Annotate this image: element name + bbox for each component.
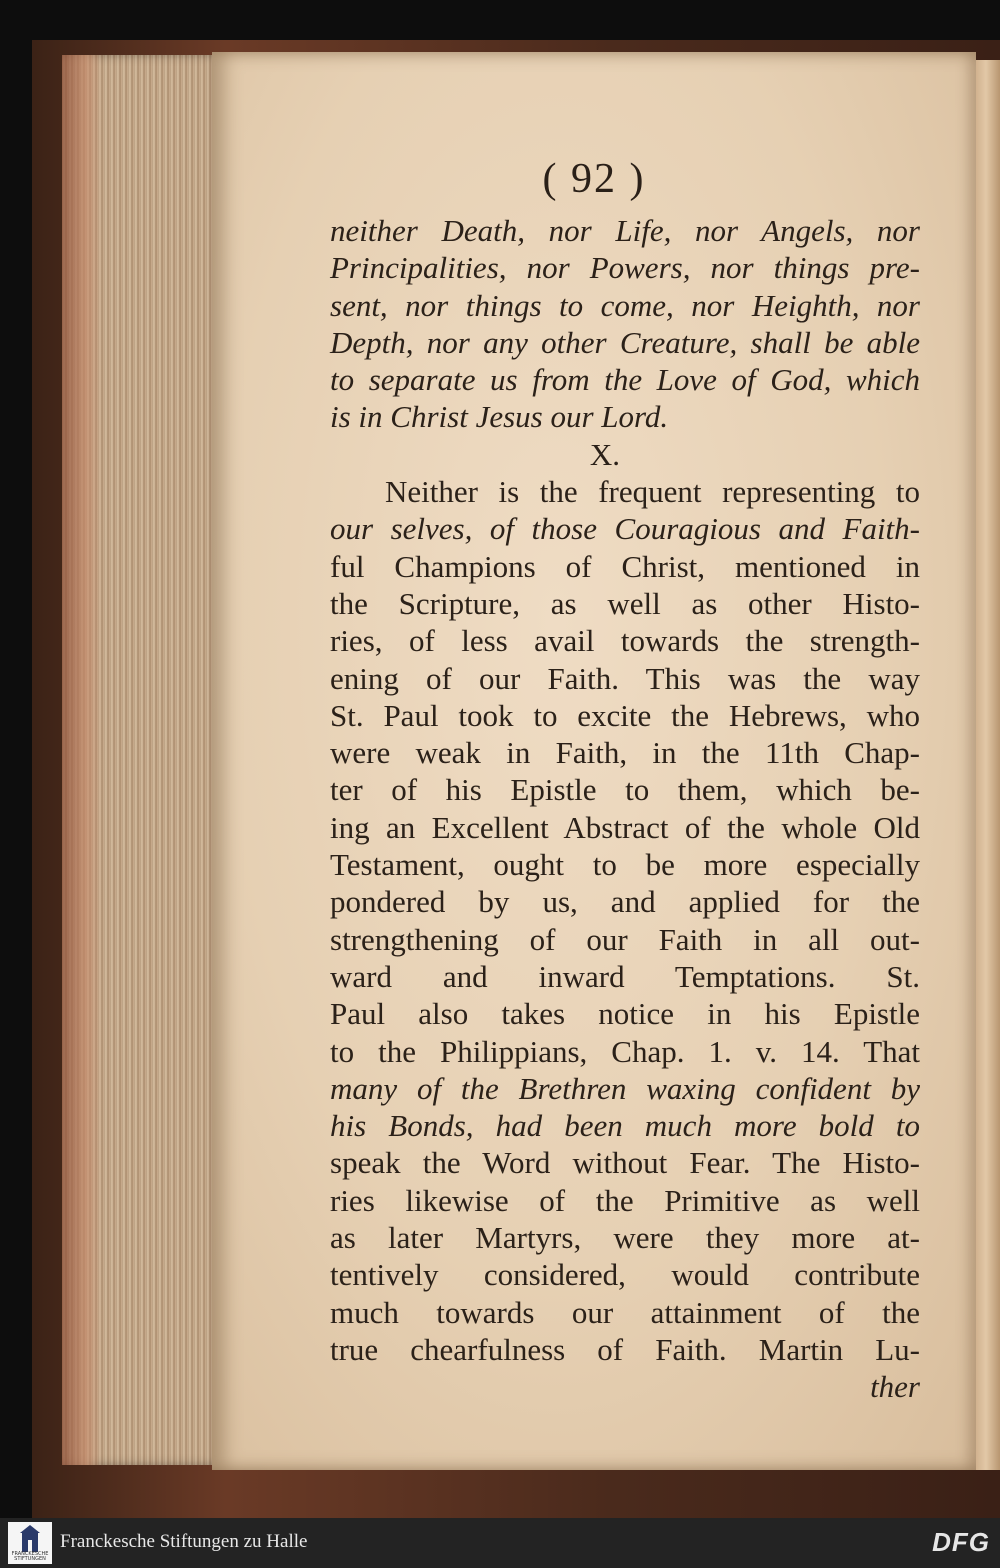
text-line: Depth, nor any other Creature, shall be able bbox=[330, 324, 920, 360]
text-line: ening of our Faith. This was the way bbox=[330, 660, 920, 696]
text-line: ries likewise of the Primitive as well bbox=[330, 1182, 920, 1218]
book-page bbox=[212, 52, 976, 1470]
text-line: ing an Excellent Abstract of the whole Old bbox=[330, 809, 920, 845]
logo-text: FRANCKESCHE STIFTUNGEN bbox=[11, 1551, 49, 1562]
text-line: ward and inward Temptations. St. bbox=[330, 958, 920, 994]
text-line: Paul also takes notice in his Epistle bbox=[330, 996, 920, 1032]
text-line: neither Death, nor Life, nor Angels, nor bbox=[330, 213, 920, 248]
text-line: is in Christ Jesus our Lord. bbox=[330, 399, 669, 435]
text-line: X. bbox=[589, 436, 621, 472]
text-line: Testament, ought to be more especially bbox=[330, 847, 920, 883]
page-edges bbox=[62, 55, 222, 1465]
text-line: St. Paul took to excite the Hebrews, who bbox=[330, 697, 920, 733]
text-line: ries, of less avail towards the strength- bbox=[330, 623, 920, 659]
text-line: pondered by us, and applied for the bbox=[330, 884, 920, 920]
text-line: the Scripture, as well as other Histo- bbox=[330, 585, 920, 621]
text-line: to separate us from the Love of God, which bbox=[330, 362, 920, 398]
text-line: Principalities, nor Powers, nor things pre- bbox=[330, 250, 920, 286]
text-line: many of the Brethren waxing confident by bbox=[330, 1070, 920, 1106]
page-number: ( 92 ) bbox=[542, 156, 646, 202]
text-line: ter of his Epistle to them, which be- bbox=[330, 772, 920, 808]
dfg-logo: DFG bbox=[932, 1527, 990, 1557]
page-text bbox=[330, 212, 920, 1406]
text-line: much towards our attainment of the bbox=[330, 1294, 920, 1330]
text-line: Neither is the frequent representing to bbox=[385, 474, 920, 510]
text-line: ful Champions of Christ, mentioned in bbox=[330, 548, 920, 584]
text-line: were weak in Faith, in the 11th Chap- bbox=[330, 735, 920, 771]
text-line: speak the Word without Fear. The Histo- bbox=[330, 1145, 920, 1181]
text-line: strengthening of our Faith in all out- bbox=[330, 921, 920, 957]
text-line: tentively considered, would contribute bbox=[330, 1257, 920, 1293]
text-line: sent, nor things to come, nor Heighth, nor bbox=[330, 287, 920, 323]
text-line: to the Philippians, Chap. 1. v. 14. That bbox=[330, 1033, 920, 1069]
text-line: our selves, of those Couragious and Faith- bbox=[330, 511, 920, 547]
text-line: as later Martyrs, were they more at- bbox=[330, 1220, 920, 1256]
institution-name: Franckesche Stiftungen zu Halle bbox=[60, 1531, 308, 1552]
text-line: ther bbox=[870, 1369, 920, 1405]
facing-page-edge bbox=[972, 60, 1000, 1470]
text-line: true chearfulness of Faith. Martin Lu- bbox=[330, 1331, 920, 1367]
text-line: his Bonds, had been much more bold to bbox=[330, 1108, 920, 1144]
franckesche-logo bbox=[8, 1522, 52, 1564]
footer-bar bbox=[0, 1518, 1000, 1568]
